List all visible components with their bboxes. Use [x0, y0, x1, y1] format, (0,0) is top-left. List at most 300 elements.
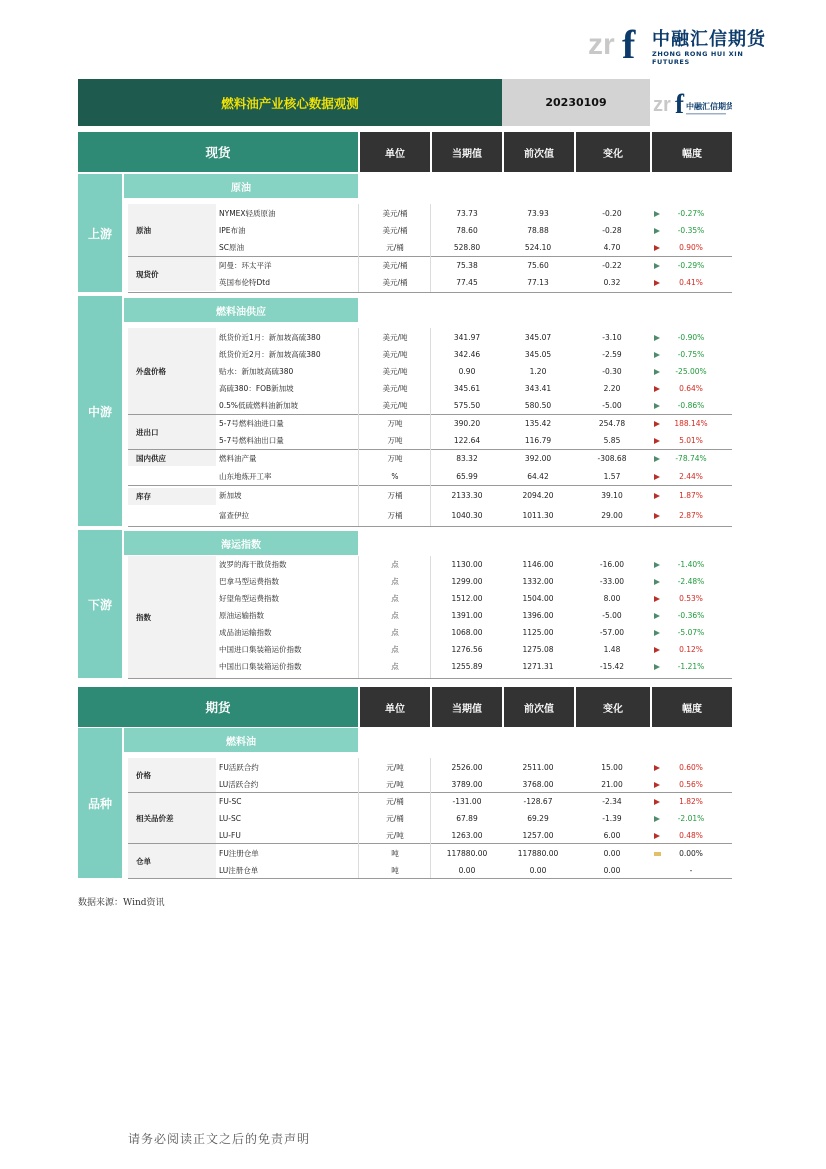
- row-name: FU-SC: [219, 797, 242, 806]
- row-pct: -5.07%: [677, 628, 705, 637]
- row-previous: 2511.00: [522, 763, 554, 772]
- row-unit: 美元/吨: [382, 350, 408, 359]
- row-pct: 0.56%: [679, 780, 703, 789]
- table-row: [216, 432, 732, 449]
- row-unit: 美元/吨: [382, 367, 408, 376]
- row-unit: 美元/吨: [382, 333, 408, 342]
- small-logo-en-bar: [686, 113, 726, 115]
- row-previous: 1125.00: [522, 628, 554, 637]
- column-rule: [358, 556, 359, 678]
- row-previous: 1332.00: [522, 577, 554, 586]
- row-pct: 0.90%: [679, 243, 703, 252]
- row-current: 345.61: [453, 384, 481, 393]
- row-name: 原油运输指数: [219, 611, 264, 620]
- row-unit: 元/吨: [386, 780, 404, 789]
- row-change: -0.20: [602, 209, 622, 218]
- row-change: -33.00: [599, 577, 625, 586]
- red-flag-icon: [650, 432, 664, 449]
- green-flag-icon: [650, 624, 664, 641]
- row-unit: 点: [391, 645, 399, 654]
- row-unit: 元/桶: [386, 243, 404, 252]
- row-current: 0.90: [458, 367, 476, 376]
- svg-text:zr: zr: [588, 28, 615, 61]
- row-current: 1255.89: [451, 662, 483, 671]
- row-current: 78.60: [456, 226, 478, 235]
- group-inventory: 库存: [128, 488, 216, 505]
- group-spread: 相关品价差: [128, 793, 216, 843]
- row-current: -131.00: [452, 797, 482, 806]
- row-previous: 345.07: [524, 333, 552, 342]
- row-name: SC原油: [219, 243, 244, 252]
- row-current: 83.32: [456, 454, 478, 463]
- futures-header-row: [78, 687, 732, 727]
- row-pct: -1.21%: [677, 662, 705, 671]
- column-rule: [430, 328, 431, 526]
- row-previous: 0.00: [529, 866, 547, 875]
- red-flag-icon: [650, 274, 664, 291]
- row-pct: 0.12%: [679, 645, 703, 654]
- region-downstream: 下游: [78, 530, 122, 678]
- column-rule: [430, 758, 431, 878]
- row-change: 39.10: [601, 491, 623, 500]
- row-unit: 美元/桶: [382, 261, 408, 270]
- header-pct-futures: 幅度: [652, 687, 732, 727]
- red-flag-icon: [650, 415, 664, 432]
- table-row: [216, 397, 732, 414]
- green-flag-icon: [650, 450, 664, 467]
- row-name: 波罗的海干散货指数: [219, 560, 287, 569]
- row-unit: 点: [391, 594, 399, 603]
- group-spot-price: 现货价: [128, 257, 216, 291]
- row-change: -1.39: [602, 814, 622, 823]
- row-name: 5-7号燃料油出口量: [219, 436, 284, 445]
- group-domestic-supply: 国内供应: [128, 450, 216, 466]
- row-unit: 元/吨: [386, 831, 404, 840]
- region-variety: 品种: [78, 728, 122, 878]
- table-row: [216, 468, 732, 485]
- row-change: -16.00: [599, 560, 625, 569]
- table-row: [216, 507, 732, 525]
- row-name: LU活跃合约: [219, 780, 259, 789]
- group-crude: 原油: [128, 204, 216, 256]
- row-name: 中国出口集装箱运价指数: [219, 662, 302, 671]
- row-unit: 万吨: [387, 436, 403, 445]
- row-previous: 1396.00: [522, 611, 554, 620]
- row-name: IPE布油: [219, 226, 246, 235]
- row-current: 1276.56: [451, 645, 483, 654]
- brand-cn: 中融汇信期货: [652, 29, 766, 50]
- row-previous: -128.67: [523, 797, 553, 806]
- divider: [128, 292, 732, 293]
- row-name: 纸货价近2月：新加坡高硫380: [219, 350, 321, 359]
- row-change: 29.00: [601, 511, 623, 520]
- green-flag-icon: [650, 329, 664, 346]
- table-row: [216, 827, 732, 844]
- row-unit: %: [391, 472, 399, 481]
- red-flag-icon: [650, 487, 664, 505]
- row-current: 575.50: [453, 401, 481, 410]
- row-current: 1391.00: [451, 611, 483, 620]
- row-unit: 点: [391, 560, 399, 569]
- red-flag-icon: [650, 827, 664, 844]
- red-flag-icon: [650, 239, 664, 256]
- row-previous: 1257.00: [522, 831, 554, 840]
- row-previous: 135.42: [524, 419, 552, 428]
- region-midstream: 中游: [78, 296, 122, 526]
- table-row: [216, 415, 732, 432]
- row-pct: 188.14%: [674, 419, 708, 428]
- table-row: [216, 329, 732, 346]
- spot-header-row: [78, 132, 732, 172]
- row-previous: 1504.00: [522, 594, 554, 603]
- row-change: -2.59: [602, 350, 622, 359]
- row-unit: 万桶: [387, 491, 403, 500]
- row-previous: 73.93: [527, 209, 549, 218]
- row-previous: 1.20: [529, 367, 547, 376]
- table-row: [216, 607, 732, 624]
- row-pct: 5.01%: [679, 436, 703, 445]
- row-change: 0.32: [603, 278, 621, 287]
- group-futures-price: 价格: [128, 758, 216, 792]
- row-current: 2133.30: [451, 491, 483, 500]
- row-change: 4.70: [603, 243, 621, 252]
- row-name: 成品油运输指数: [219, 628, 272, 637]
- row-current: 117880.00: [446, 849, 488, 858]
- row-pct: -78.74%: [675, 454, 707, 463]
- company-logo: [588, 20, 778, 64]
- row-pct: 0.41%: [679, 278, 703, 287]
- report-date: 20230109: [502, 79, 650, 126]
- row-unit: 美元/吨: [382, 401, 408, 410]
- row-pct: 2.87%: [679, 511, 703, 520]
- header-current-futures: 当期值: [432, 687, 502, 727]
- row-previous: 69.29: [527, 814, 549, 823]
- row-current: 67.89: [456, 814, 478, 823]
- table-row: [216, 845, 732, 862]
- header-previous-futures: 前次值: [504, 687, 574, 727]
- row-previous: 116.79: [524, 436, 552, 445]
- row-change: 2.20: [603, 384, 621, 393]
- row-name: 中国进口集装箱运价指数: [219, 645, 302, 654]
- row-change: -0.30: [602, 367, 622, 376]
- header-change-futures: 变化: [576, 687, 650, 727]
- red-flag-icon: [650, 468, 664, 485]
- row-previous: 64.42: [527, 472, 549, 481]
- row-pct: -0.29%: [677, 261, 705, 270]
- row-change: -0.22: [602, 261, 622, 270]
- region-upstream: 上游: [78, 174, 122, 292]
- row-change: 21.00: [601, 780, 623, 789]
- row-current: 1130.00: [451, 560, 483, 569]
- row-name: 高硫380：FOB新加坡: [219, 384, 294, 393]
- row-unit: 点: [391, 577, 399, 586]
- row-pct: 1.82%: [679, 797, 703, 806]
- small-zrf-logo-icon: [650, 79, 732, 126]
- row-current: 1299.00: [451, 577, 483, 586]
- sub-header-fuel-supply: 燃料油供应: [124, 298, 358, 322]
- table-row: [216, 363, 732, 380]
- table-row: [216, 793, 732, 810]
- row-name: 巴拿马型运费指数: [219, 577, 279, 586]
- row-pct: -0.86%: [677, 401, 705, 410]
- row-name: FU注册仓单: [219, 849, 259, 858]
- small-logo-cn: 中融汇信期货: [686, 102, 732, 111]
- row-change: 1.48: [603, 645, 621, 654]
- row-change: -3.10: [602, 333, 622, 342]
- green-flag-icon: [650, 363, 664, 380]
- row-previous: 345.05: [524, 350, 552, 359]
- red-flag-icon: [650, 590, 664, 607]
- row-previous: 1271.31: [522, 662, 554, 671]
- table-row: [216, 450, 732, 467]
- row-change: 8.00: [603, 594, 621, 603]
- row-change: 5.85: [603, 436, 621, 445]
- table-row: [216, 624, 732, 641]
- row-current: 77.45: [456, 278, 478, 287]
- svg-text:f: f: [622, 22, 636, 62]
- green-flag-icon: [650, 573, 664, 590]
- table-row: [216, 380, 732, 397]
- row-current: 2526.00: [451, 763, 483, 772]
- row-pct: -0.75%: [677, 350, 705, 359]
- header-change: 变化: [576, 132, 650, 172]
- row-previous: 580.50: [524, 401, 552, 410]
- row-change: -5.00: [602, 401, 622, 410]
- row-change: 254.78: [598, 419, 626, 428]
- row-change: -15.42: [599, 662, 625, 671]
- green-flag-icon: [650, 346, 664, 363]
- divider: [128, 878, 732, 879]
- column-rule: [358, 204, 359, 292]
- row-pct: 0.48%: [679, 831, 703, 840]
- row-pct: -: [689, 866, 693, 875]
- row-name: 英国布伦特Dtd: [219, 278, 270, 287]
- row-pct: 2.44%: [679, 472, 703, 481]
- row-unit: 万吨: [387, 419, 403, 428]
- table-row: [216, 346, 732, 363]
- row-unit: 点: [391, 628, 399, 637]
- table-row: [216, 556, 732, 573]
- row-current: 122.64: [453, 436, 481, 445]
- red-flag-icon: [650, 759, 664, 776]
- row-change: -57.00: [599, 628, 625, 637]
- row-name: 山东地炼开工率: [219, 472, 272, 481]
- row-name: 好望角型运费指数: [219, 594, 279, 603]
- row-pct: -2.01%: [677, 814, 705, 823]
- flat-marker-icon: [650, 845, 664, 862]
- row-name: 燃料油产量: [219, 454, 257, 463]
- red-flag-icon: [650, 380, 664, 397]
- row-previous: 1275.08: [522, 645, 554, 654]
- green-flag-icon: [650, 222, 664, 239]
- table-row: [216, 239, 732, 256]
- green-flag-icon: [650, 257, 664, 274]
- header-current: 当期值: [432, 132, 502, 172]
- row-pct: -25.00%: [675, 367, 707, 376]
- row-current: 75.38: [456, 261, 478, 270]
- row-unit: 吨: [391, 849, 399, 858]
- row-previous: 117880.00: [517, 849, 559, 858]
- svg-text:f: f: [675, 89, 684, 119]
- red-flag-icon: [650, 641, 664, 658]
- row-pct: -0.27%: [677, 209, 705, 218]
- green-flag-icon: [650, 607, 664, 624]
- row-current: 342.46: [453, 350, 481, 359]
- green-flag-icon: [650, 658, 664, 675]
- row-pct: 1.87%: [679, 491, 703, 500]
- table-row: [216, 862, 732, 879]
- header-pct: 幅度: [652, 132, 732, 172]
- row-change: -2.34: [602, 797, 622, 806]
- divider: [128, 678, 732, 679]
- row-change: -5.00: [602, 611, 622, 620]
- row-unit: 万吨: [387, 454, 403, 463]
- sub-header-shipping: 海运指数: [124, 531, 358, 555]
- row-name: 0.5%低硫燃料油新加坡: [219, 401, 299, 410]
- row-change: 0.00: [603, 866, 621, 875]
- table-row: [216, 222, 732, 239]
- row-unit: 美元/桶: [382, 226, 408, 235]
- row-name: LU注册仓单: [219, 866, 259, 875]
- row-current: 3789.00: [451, 780, 483, 789]
- row-current: 1512.00: [451, 594, 483, 603]
- row-current: 341.97: [453, 333, 481, 342]
- row-previous: 75.60: [527, 261, 549, 270]
- row-unit: 元/桶: [386, 797, 404, 806]
- green-flag-icon: [650, 397, 664, 414]
- row-name: FU活跃合约: [219, 763, 259, 772]
- table-row: [216, 205, 732, 222]
- row-unit: 万桶: [387, 511, 403, 520]
- row-current: 73.73: [456, 209, 478, 218]
- table-row: [216, 487, 732, 505]
- row-current: 1040.30: [451, 511, 483, 520]
- brand-en: ZHONG RONG HUI XIN FUTURES: [652, 50, 744, 66]
- report-title: 燃料油产业核心数据观测: [78, 79, 502, 126]
- row-previous: 3768.00: [522, 780, 554, 789]
- column-rule: [358, 758, 359, 878]
- row-name: LU-SC: [219, 814, 241, 823]
- svg-text:zr: zr: [653, 94, 671, 116]
- column-rule: [430, 204, 431, 292]
- sub-header-fuel-oil: 燃料油: [124, 728, 358, 752]
- sub-header-crude: 原油: [124, 174, 358, 198]
- row-change: 6.00: [603, 831, 621, 840]
- table-row: [216, 810, 732, 827]
- row-pct: -2.48%: [677, 577, 705, 586]
- table-row: [216, 274, 732, 291]
- green-flag-icon: [650, 205, 664, 222]
- row-unit: 元/吨: [386, 763, 404, 772]
- row-unit: 美元/桶: [382, 209, 408, 218]
- row-previous: 392.00: [524, 454, 552, 463]
- header-unit-futures: 单位: [360, 687, 430, 727]
- row-change: 1.57: [603, 472, 621, 481]
- row-current: 1263.00: [451, 831, 483, 840]
- row-name: 5-7号燃料油进口量: [219, 419, 284, 428]
- row-name: LU-FU: [219, 831, 241, 840]
- row-pct: -0.90%: [677, 333, 705, 342]
- row-current: 528.80: [453, 243, 481, 252]
- row-previous: 77.13: [527, 278, 549, 287]
- row-unit: 点: [391, 662, 399, 671]
- row-pct: 0.60%: [679, 763, 703, 772]
- row-current: 0.00: [458, 866, 476, 875]
- table-row: [216, 641, 732, 658]
- row-unit: 美元/吨: [382, 384, 408, 393]
- row-pct: -1.40%: [677, 560, 705, 569]
- row-unit: 点: [391, 611, 399, 620]
- futures-section-label: 期货: [78, 687, 358, 727]
- divider: [128, 526, 732, 527]
- row-name: 贴水：新加坡高硫380: [219, 367, 294, 376]
- table-row: [216, 590, 732, 607]
- row-change: 15.00: [601, 763, 623, 772]
- table-row: [216, 759, 732, 776]
- group-warrant: 仓单: [128, 844, 216, 878]
- red-flag-icon: [650, 776, 664, 793]
- row-unit: 元/桶: [386, 814, 404, 823]
- row-previous: 78.88: [527, 226, 549, 235]
- header-unit: 单位: [360, 132, 430, 172]
- row-name: 新加坡: [219, 491, 242, 500]
- row-unit: 吨: [391, 866, 399, 875]
- red-flag-icon: [650, 507, 664, 525]
- table-row: [216, 658, 732, 675]
- group-index: 指数: [128, 556, 216, 678]
- row-name: NYMEX轻质原油: [219, 209, 276, 218]
- table-row: [216, 776, 732, 793]
- row-pct: 0.53%: [679, 594, 703, 603]
- row-pct: 0.00%: [679, 849, 703, 858]
- row-previous: 524.10: [524, 243, 552, 252]
- green-flag-icon: [650, 556, 664, 573]
- column-rule: [430, 556, 431, 678]
- row-current: 1068.00: [451, 628, 483, 637]
- spot-section-label: 现货: [78, 132, 358, 172]
- green-flag-icon: [650, 810, 664, 827]
- row-change: 0.00: [603, 849, 621, 858]
- row-pct: -0.35%: [677, 226, 705, 235]
- row-previous: 343.41: [524, 384, 552, 393]
- column-rule: [358, 328, 359, 526]
- header-previous: 前次值: [504, 132, 574, 172]
- row-unit: 美元/桶: [382, 278, 408, 287]
- group-overseas-price: 外盘价格: [128, 328, 216, 414]
- row-change: -0.28: [602, 226, 622, 235]
- row-previous: 2094.20: [522, 491, 554, 500]
- title-bar: [78, 79, 732, 126]
- row-current: 65.99: [456, 472, 478, 481]
- row-change: -308.68: [597, 454, 627, 463]
- row-pct: 0.64%: [679, 384, 703, 393]
- table-row: [216, 573, 732, 590]
- data-source: 数据来源：Wind资讯: [78, 898, 165, 908]
- table-row: [216, 257, 732, 274]
- row-previous: 1146.00: [522, 560, 554, 569]
- zrf-logo-icon: [588, 20, 646, 62]
- row-pct: -0.36%: [677, 611, 705, 620]
- row-name: 纸货价近1月：新加坡高硫380: [219, 333, 321, 342]
- row-current: 390.20: [453, 419, 481, 428]
- row-name: 阿曼：环太平洋: [219, 261, 272, 270]
- disclaimer-footer: 请务必阅读正文之后的免责声明: [128, 1132, 311, 1146]
- row-name: 富查伊拉: [219, 511, 249, 520]
- row-previous: 1011.30: [522, 511, 554, 520]
- red-flag-icon: [650, 793, 664, 810]
- title-logo: [650, 79, 732, 126]
- group-import-export: 进出口: [128, 415, 216, 449]
